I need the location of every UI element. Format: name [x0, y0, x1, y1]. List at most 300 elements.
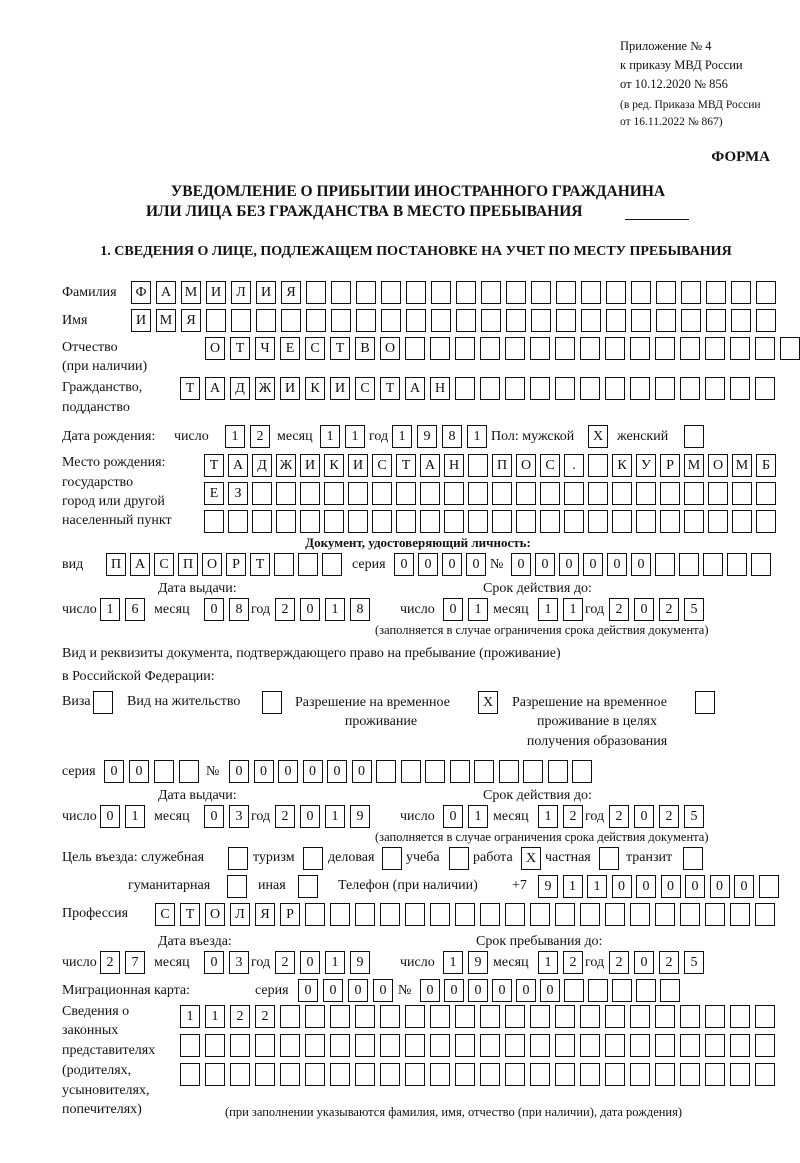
- char-box[interactable]: [756, 510, 776, 533]
- char-box[interactable]: [480, 903, 500, 926]
- char-box[interactable]: [656, 309, 676, 332]
- char-box[interactable]: [523, 760, 543, 783]
- char-box[interactable]: [556, 281, 576, 304]
- char-box[interactable]: [276, 510, 296, 533]
- char-box[interactable]: 1: [325, 951, 345, 974]
- char-box[interactable]: 0: [492, 979, 512, 1002]
- char-box[interactable]: [708, 482, 728, 505]
- char-box[interactable]: И: [348, 454, 368, 477]
- char-box[interactable]: [305, 1063, 325, 1086]
- char-box[interactable]: [305, 903, 325, 926]
- char-box[interactable]: [330, 1034, 350, 1057]
- purpose-private-checkbox[interactable]: [599, 847, 619, 870]
- char-box[interactable]: 0: [583, 553, 603, 576]
- char-box[interactable]: [468, 510, 488, 533]
- char-box[interactable]: [680, 1005, 700, 1028]
- char-box[interactable]: Р: [280, 903, 300, 926]
- char-box[interactable]: [499, 760, 519, 783]
- char-box[interactable]: [228, 510, 248, 533]
- char-box[interactable]: С: [372, 454, 392, 477]
- char-box[interactable]: [572, 760, 592, 783]
- char-box[interactable]: 0: [540, 979, 560, 1002]
- char-box[interactable]: П: [106, 553, 126, 576]
- char-box[interactable]: М: [684, 454, 704, 477]
- char-box[interactable]: [630, 1063, 650, 1086]
- char-box[interactable]: [660, 979, 680, 1002]
- char-box[interactable]: [580, 903, 600, 926]
- char-box[interactable]: А: [420, 454, 440, 477]
- char-box[interactable]: [730, 1034, 750, 1057]
- char-box[interactable]: [605, 1005, 625, 1028]
- char-box[interactable]: [455, 337, 475, 360]
- stay-until-year-field[interactable]: [609, 951, 704, 974]
- sex-female-checkbox[interactable]: [684, 425, 704, 448]
- char-box[interactable]: 0: [327, 760, 347, 783]
- char-box[interactable]: [705, 1063, 725, 1086]
- char-box[interactable]: [759, 875, 779, 898]
- char-box[interactable]: А: [156, 281, 176, 304]
- char-box[interactable]: [255, 1034, 275, 1057]
- char-box[interactable]: 0: [323, 979, 343, 1002]
- entry-month-field[interactable]: [204, 951, 249, 974]
- char-box[interactable]: [660, 510, 680, 533]
- citizenship-field[interactable]: [180, 377, 775, 400]
- char-box[interactable]: [492, 482, 512, 505]
- stay-number-field[interactable]: [229, 760, 592, 783]
- migration-number-field[interactable]: [420, 979, 680, 1002]
- char-box[interactable]: 8: [350, 598, 370, 621]
- char-box[interactable]: О: [202, 553, 222, 576]
- char-box[interactable]: [555, 1005, 575, 1028]
- char-box[interactable]: 0: [634, 598, 654, 621]
- char-box[interactable]: 0: [229, 760, 249, 783]
- char-box[interactable]: 0: [300, 951, 320, 974]
- char-box[interactable]: [505, 1034, 525, 1057]
- char-box[interactable]: [430, 1034, 450, 1057]
- char-box[interactable]: [516, 510, 536, 533]
- char-box[interactable]: [355, 1034, 375, 1057]
- char-box[interactable]: [228, 847, 248, 870]
- char-box[interactable]: 8: [229, 598, 249, 621]
- char-box[interactable]: 0: [443, 805, 463, 828]
- char-box[interactable]: [580, 1063, 600, 1086]
- stay-issue-day-field[interactable]: [100, 805, 145, 828]
- char-box[interactable]: [298, 875, 318, 898]
- char-box[interactable]: 0: [418, 553, 438, 576]
- char-box[interactable]: [588, 979, 608, 1002]
- char-box[interactable]: 0: [298, 979, 318, 1002]
- char-box[interactable]: [681, 281, 701, 304]
- char-box[interactable]: У: [636, 454, 656, 477]
- char-box[interactable]: [280, 1005, 300, 1028]
- char-box[interactable]: 1: [392, 425, 412, 448]
- char-box[interactable]: [548, 760, 568, 783]
- char-box[interactable]: [530, 377, 550, 400]
- char-box[interactable]: [751, 553, 771, 576]
- char-box[interactable]: 0: [303, 760, 323, 783]
- char-box[interactable]: С: [154, 553, 174, 576]
- char-box[interactable]: [605, 337, 625, 360]
- char-box[interactable]: В: [355, 337, 375, 360]
- char-box[interactable]: [396, 482, 416, 505]
- char-box[interactable]: [755, 337, 775, 360]
- char-box[interactable]: [355, 903, 375, 926]
- char-box[interactable]: П: [492, 454, 512, 477]
- char-box[interactable]: 0: [466, 553, 486, 576]
- purpose-official-checkbox[interactable]: [228, 847, 248, 870]
- char-box[interactable]: [480, 1005, 500, 1028]
- char-box[interactable]: [555, 1034, 575, 1057]
- char-box[interactable]: 1: [180, 1005, 200, 1028]
- char-box[interactable]: М: [156, 309, 176, 332]
- char-box[interactable]: 2: [230, 1005, 250, 1028]
- char-box[interactable]: [506, 281, 526, 304]
- char-box[interactable]: 0: [373, 979, 393, 1002]
- char-box[interactable]: [381, 309, 401, 332]
- char-box[interactable]: [706, 281, 726, 304]
- char-box[interactable]: 0: [254, 760, 274, 783]
- profession-field[interactable]: [155, 903, 775, 926]
- char-box[interactable]: 1: [325, 598, 345, 621]
- char-box[interactable]: 0: [634, 805, 654, 828]
- birth-place-row-1[interactable]: [204, 454, 776, 477]
- char-box[interactable]: [705, 337, 725, 360]
- char-box[interactable]: П: [178, 553, 198, 576]
- char-box[interactable]: [420, 510, 440, 533]
- char-box[interactable]: [331, 281, 351, 304]
- stay-expiry-year-field[interactable]: [609, 805, 704, 828]
- char-box[interactable]: [705, 903, 725, 926]
- char-box[interactable]: [555, 377, 575, 400]
- char-box[interactable]: [405, 1063, 425, 1086]
- char-box[interactable]: [303, 847, 323, 870]
- sex-male-checkbox[interactable]: [588, 425, 608, 448]
- char-box[interactable]: [230, 1034, 250, 1057]
- char-box[interactable]: [516, 482, 536, 505]
- char-box[interactable]: [455, 1034, 475, 1057]
- char-box[interactable]: [555, 337, 575, 360]
- char-box[interactable]: 1: [538, 805, 558, 828]
- char-box[interactable]: 8: [442, 425, 462, 448]
- char-box[interactable]: И: [256, 281, 276, 304]
- char-box[interactable]: [382, 847, 402, 870]
- char-box[interactable]: [449, 847, 469, 870]
- char-box[interactable]: 0: [468, 979, 488, 1002]
- char-box[interactable]: [281, 309, 301, 332]
- char-box[interactable]: Л: [230, 903, 250, 926]
- birth-month-field[interactable]: [320, 425, 365, 448]
- char-box[interactable]: [655, 377, 675, 400]
- stay-series-field[interactable]: [104, 760, 199, 783]
- char-box[interactable]: [636, 482, 656, 505]
- char-box[interactable]: 1: [538, 951, 558, 974]
- stay-issue-month-field[interactable]: [204, 805, 249, 828]
- birth-day-field[interactable]: [225, 425, 270, 448]
- char-box[interactable]: [380, 1005, 400, 1028]
- purpose-business-checkbox[interactable]: [382, 847, 402, 870]
- char-box[interactable]: [680, 903, 700, 926]
- char-box[interactable]: [355, 1063, 375, 1086]
- char-box[interactable]: О: [205, 903, 225, 926]
- char-box[interactable]: [556, 309, 576, 332]
- char-box[interactable]: Д: [230, 377, 250, 400]
- char-box[interactable]: [455, 377, 475, 400]
- char-box[interactable]: [231, 309, 251, 332]
- char-box[interactable]: [555, 1063, 575, 1086]
- char-box[interactable]: [564, 979, 584, 1002]
- char-box[interactable]: [396, 510, 416, 533]
- char-box[interactable]: Е: [280, 337, 300, 360]
- char-box[interactable]: [444, 482, 464, 505]
- char-box[interactable]: [431, 281, 451, 304]
- char-box[interactable]: [430, 903, 450, 926]
- char-box[interactable]: [348, 482, 368, 505]
- char-box[interactable]: 0: [535, 553, 555, 576]
- char-box[interactable]: 7: [125, 951, 145, 974]
- char-box[interactable]: [705, 1034, 725, 1057]
- char-box[interactable]: [588, 454, 608, 477]
- char-box[interactable]: [480, 1034, 500, 1057]
- char-box[interactable]: М: [732, 454, 752, 477]
- char-box[interactable]: 0: [612, 875, 632, 898]
- purpose-study-checkbox[interactable]: [449, 847, 469, 870]
- char-box[interactable]: [406, 281, 426, 304]
- char-box[interactable]: Т: [396, 454, 416, 477]
- char-box[interactable]: [381, 281, 401, 304]
- char-box[interactable]: [756, 281, 776, 304]
- char-box[interactable]: 0: [607, 553, 627, 576]
- char-box[interactable]: [756, 482, 776, 505]
- char-box[interactable]: 0: [420, 979, 440, 1002]
- char-box[interactable]: 1: [443, 951, 463, 974]
- char-box[interactable]: [630, 377, 650, 400]
- purpose-tourism-checkbox[interactable]: [303, 847, 323, 870]
- char-box[interactable]: 1: [538, 598, 558, 621]
- char-box[interactable]: [599, 847, 619, 870]
- stay-expiry-month-field[interactable]: [538, 805, 583, 828]
- char-box[interactable]: С: [355, 377, 375, 400]
- char-box[interactable]: 0: [104, 760, 124, 783]
- char-box[interactable]: [205, 1034, 225, 1057]
- id-issue-day-field[interactable]: [100, 598, 145, 621]
- id-expiry-year-field[interactable]: [609, 598, 704, 621]
- char-box[interactable]: [730, 1063, 750, 1086]
- char-box[interactable]: [530, 1034, 550, 1057]
- char-box[interactable]: [606, 281, 626, 304]
- purpose-work-checkbox[interactable]: [521, 847, 541, 870]
- char-box[interactable]: [680, 377, 700, 400]
- char-box[interactable]: [376, 760, 396, 783]
- char-box[interactable]: [420, 482, 440, 505]
- char-box[interactable]: [305, 1005, 325, 1028]
- char-box[interactable]: 0: [661, 875, 681, 898]
- char-box[interactable]: 0: [348, 979, 368, 1002]
- char-box[interactable]: К: [324, 454, 344, 477]
- char-box[interactable]: 1: [563, 875, 583, 898]
- temp-permit-checkbox[interactable]: [478, 691, 498, 714]
- char-box[interactable]: 1: [325, 805, 345, 828]
- char-box[interactable]: Я: [181, 309, 201, 332]
- char-box[interactable]: 9: [417, 425, 437, 448]
- char-box[interactable]: Ф: [131, 281, 151, 304]
- char-box[interactable]: [703, 553, 723, 576]
- char-box[interactable]: [656, 281, 676, 304]
- entry-year-field[interactable]: [275, 951, 370, 974]
- char-box[interactable]: 2: [563, 951, 583, 974]
- char-box[interactable]: [706, 309, 726, 332]
- char-box[interactable]: [205, 1063, 225, 1086]
- char-box[interactable]: Ж: [276, 454, 296, 477]
- char-box[interactable]: [255, 1063, 275, 1086]
- char-box[interactable]: [655, 1034, 675, 1057]
- char-box[interactable]: [348, 510, 368, 533]
- char-box[interactable]: [480, 377, 500, 400]
- char-box[interactable]: Т: [204, 454, 224, 477]
- char-box[interactable]: [506, 309, 526, 332]
- char-box[interactable]: 0: [631, 553, 651, 576]
- char-box[interactable]: [306, 281, 326, 304]
- char-box[interactable]: [684, 510, 704, 533]
- char-box[interactable]: [206, 309, 226, 332]
- char-box[interactable]: 0: [300, 598, 320, 621]
- char-box[interactable]: [530, 337, 550, 360]
- char-box[interactable]: [430, 1005, 450, 1028]
- residence-permit-checkbox[interactable]: [262, 691, 282, 714]
- purpose-other-checkbox[interactable]: [298, 875, 318, 898]
- char-box[interactable]: Ч: [255, 337, 275, 360]
- char-box[interactable]: [405, 1005, 425, 1028]
- stay-until-day-field[interactable]: [443, 951, 488, 974]
- char-box[interactable]: [252, 510, 272, 533]
- char-box[interactable]: [405, 903, 425, 926]
- char-box[interactable]: Т: [180, 903, 200, 926]
- char-box[interactable]: 2: [659, 805, 679, 828]
- id-doc-series-field[interactable]: [394, 553, 486, 576]
- char-box[interactable]: [356, 309, 376, 332]
- char-box[interactable]: 0: [129, 760, 149, 783]
- char-box[interactable]: И: [206, 281, 226, 304]
- char-box[interactable]: А: [228, 454, 248, 477]
- char-box[interactable]: [780, 337, 800, 360]
- char-box[interactable]: [505, 903, 525, 926]
- char-box[interactable]: [330, 903, 350, 926]
- id-doc-type-field[interactable]: [106, 553, 342, 576]
- birth-place-row-2[interactable]: [204, 482, 776, 505]
- char-box[interactable]: [612, 510, 632, 533]
- char-box[interactable]: [630, 1034, 650, 1057]
- char-box[interactable]: [531, 309, 551, 332]
- char-box[interactable]: 2: [563, 805, 583, 828]
- char-box[interactable]: А: [205, 377, 225, 400]
- char-box[interactable]: К: [612, 454, 632, 477]
- char-box[interactable]: [324, 482, 344, 505]
- char-box[interactable]: 5: [684, 805, 704, 828]
- char-box[interactable]: [450, 760, 470, 783]
- char-box[interactable]: [631, 309, 651, 332]
- char-box[interactable]: [204, 510, 224, 533]
- char-box[interactable]: 2: [255, 1005, 275, 1028]
- purpose-humanitarian-checkbox[interactable]: [227, 875, 247, 898]
- id-issue-year-field[interactable]: [275, 598, 370, 621]
- char-box[interactable]: 2: [609, 598, 629, 621]
- entry-day-field[interactable]: [100, 951, 145, 974]
- char-box[interactable]: С: [305, 337, 325, 360]
- char-box[interactable]: К: [305, 377, 325, 400]
- char-box[interactable]: [730, 337, 750, 360]
- char-box[interactable]: X: [588, 425, 608, 448]
- char-box[interactable]: [425, 760, 445, 783]
- char-box[interactable]: [505, 1063, 525, 1086]
- char-box[interactable]: [530, 1005, 550, 1028]
- char-box[interactable]: [230, 1063, 250, 1086]
- char-box[interactable]: 1: [563, 598, 583, 621]
- char-box[interactable]: 3: [229, 805, 249, 828]
- char-box[interactable]: [180, 1034, 200, 1057]
- char-box[interactable]: 0: [634, 951, 654, 974]
- char-box[interactable]: [179, 760, 199, 783]
- char-box[interactable]: [612, 482, 632, 505]
- char-box[interactable]: [93, 691, 113, 714]
- char-box[interactable]: [480, 337, 500, 360]
- char-box[interactable]: [605, 903, 625, 926]
- char-box[interactable]: [555, 903, 575, 926]
- char-box[interactable]: О: [516, 454, 536, 477]
- char-box[interactable]: [655, 1063, 675, 1086]
- char-box[interactable]: [605, 1063, 625, 1086]
- char-box[interactable]: 2: [659, 951, 679, 974]
- char-box[interactable]: [401, 760, 421, 783]
- char-box[interactable]: [679, 553, 699, 576]
- id-expiry-month-field[interactable]: [538, 598, 583, 621]
- char-box[interactable]: 0: [685, 875, 705, 898]
- char-box[interactable]: [564, 482, 584, 505]
- char-box[interactable]: Д: [252, 454, 272, 477]
- char-box[interactable]: 1: [225, 425, 245, 448]
- char-box[interactable]: [730, 377, 750, 400]
- char-box[interactable]: [380, 903, 400, 926]
- char-box[interactable]: [227, 875, 247, 898]
- char-box[interactable]: Я: [255, 903, 275, 926]
- char-box[interactable]: 0: [352, 760, 372, 783]
- char-box[interactable]: [705, 1005, 725, 1028]
- char-box[interactable]: [655, 903, 675, 926]
- char-box[interactable]: [252, 482, 272, 505]
- char-box[interactable]: 5: [684, 951, 704, 974]
- char-box[interactable]: [298, 553, 318, 576]
- char-box[interactable]: [655, 337, 675, 360]
- char-box[interactable]: [430, 1063, 450, 1086]
- representatives-row-3[interactable]: [180, 1063, 775, 1086]
- temp-edu-permit-checkbox[interactable]: [695, 691, 715, 714]
- char-box[interactable]: 1: [468, 598, 488, 621]
- char-box[interactable]: О: [380, 337, 400, 360]
- char-box[interactable]: [755, 377, 775, 400]
- char-box[interactable]: 1: [125, 805, 145, 828]
- char-box[interactable]: [380, 1034, 400, 1057]
- name-field[interactable]: [131, 309, 776, 332]
- char-box[interactable]: 2: [275, 951, 295, 974]
- char-box[interactable]: [684, 482, 704, 505]
- char-box[interactable]: [280, 1034, 300, 1057]
- char-box[interactable]: О: [708, 454, 728, 477]
- char-box[interactable]: 1: [468, 805, 488, 828]
- char-box[interactable]: Ж: [255, 377, 275, 400]
- char-box[interactable]: [405, 1034, 425, 1057]
- char-box[interactable]: [492, 510, 512, 533]
- char-box[interactable]: Т: [230, 337, 250, 360]
- char-box[interactable]: [306, 309, 326, 332]
- char-box[interactable]: [356, 281, 376, 304]
